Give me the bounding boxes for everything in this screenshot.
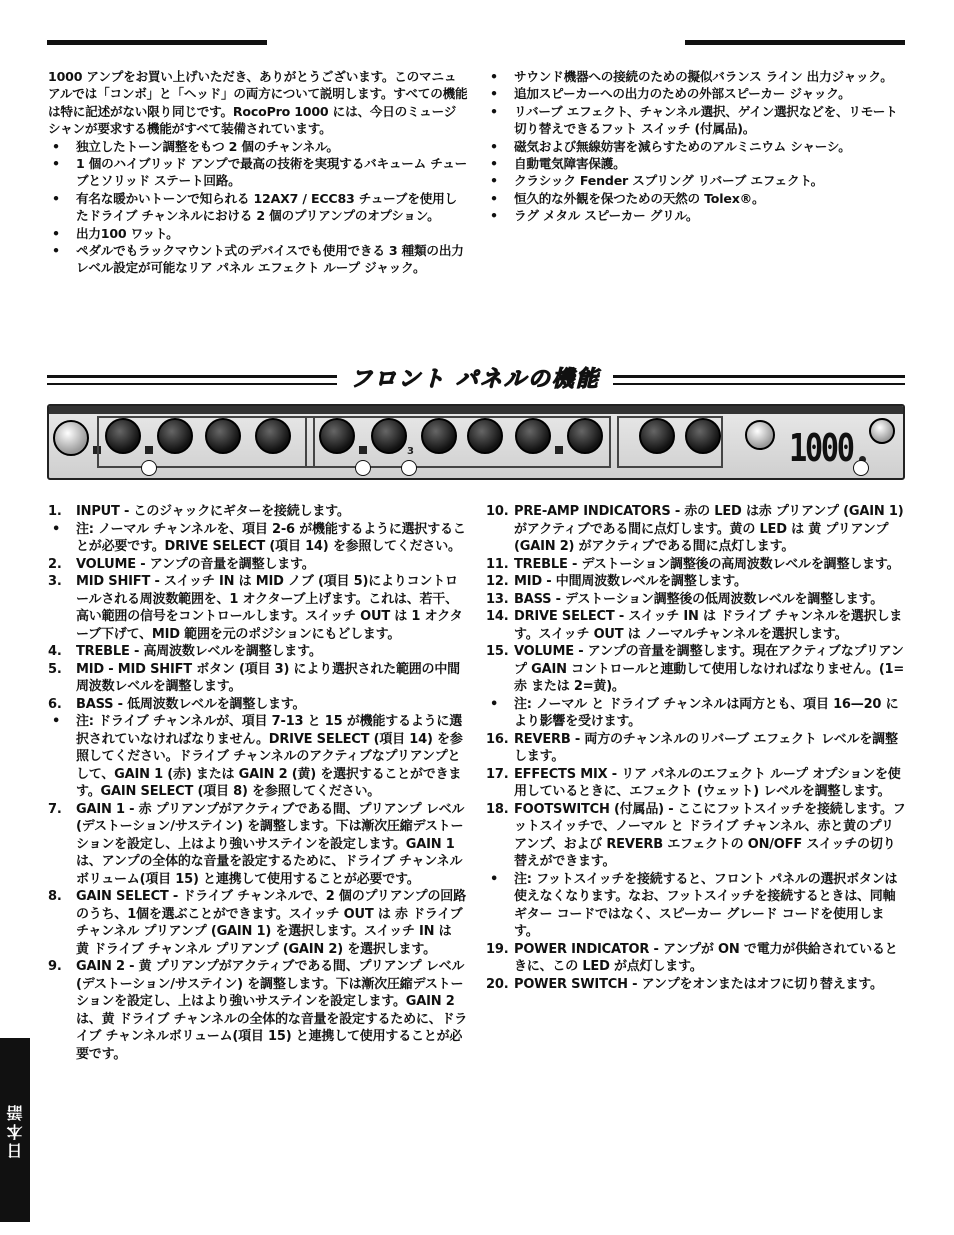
description-item xyxy=(486,591,906,609)
treble-knob-icon xyxy=(157,418,193,454)
description-item xyxy=(486,643,906,696)
feature-item: • 恒久的な外観を保つための天然の Tolex®。 xyxy=(486,190,906,207)
drive-treble-knob-icon xyxy=(421,418,457,454)
header-rule-left xyxy=(47,40,267,45)
description-list-right xyxy=(486,503,906,993)
feature-list-left xyxy=(48,138,468,277)
drive-mid-knob-icon xyxy=(467,418,503,454)
description-item xyxy=(486,573,906,591)
description-item xyxy=(48,696,468,714)
item-text: EFFECTS MIX - リア パネルのエフェクト ループ オプションを使用しているときに、エフェクト (ウェット) レベルを調整します。 xyxy=(514,766,901,799)
item-text: MID - MID SHIFT ボタン (項目 3) により選択された範囲の中間周波数レベルを調整します。 xyxy=(76,661,460,694)
item-number: 18. xyxy=(486,801,509,817)
items-right xyxy=(486,503,906,993)
feature-item: • 自動電気障害保護。 xyxy=(486,155,906,172)
item-number: 19. xyxy=(486,941,509,957)
description-item xyxy=(486,976,906,994)
description-item xyxy=(486,941,906,976)
item-number: 1. xyxy=(48,504,62,519)
note-item xyxy=(486,871,906,941)
panel-number-3: 3 xyxy=(407,446,414,457)
item-text: DRIVE SELECT - スイッチ IN は ドライブ チャンネルを選択します。スイッチ OUT は ノーマルチャンネルを選択します。 xyxy=(514,609,903,642)
item-number: 10. xyxy=(486,504,509,519)
description-item xyxy=(48,888,468,958)
item-number: 16. xyxy=(486,731,509,747)
note-item xyxy=(48,713,468,801)
description-item xyxy=(48,503,468,521)
item-text: INPUT - このジャックにギターを接続します。 xyxy=(76,504,350,519)
feature-item: • サウンド機器への接続のための擬似バランス ライン 出力ジャック。 xyxy=(486,68,906,85)
feature-item: • 磁気および無線妨害を減らすためのアルミニウム シャーシ。 xyxy=(486,138,906,155)
item-text: POWER SWITCH - アンプをオンまたはオフに切り替えます。 xyxy=(514,976,883,992)
reverb-knob-icon xyxy=(639,418,675,454)
callout-marker xyxy=(853,460,869,476)
item-text: FOOTSWITCH (付属品) - ここにフットスイッチを接続します。フットスイッチで、ノーマル と ドライブ チャンネル、赤と黄のプリアンプ、および REVERB エフェクトの ON/OFF スイッチの切り替えができます。 xyxy=(514,801,906,869)
item-number: 14. xyxy=(486,609,509,624)
item-number: 5. xyxy=(48,661,62,677)
item-text: REVERB - 両方のチャンネルのリバーブ エフェクト レベルを調整します。 xyxy=(514,731,898,764)
item-number: 8. xyxy=(48,889,62,904)
intro-column xyxy=(48,68,468,277)
item-text: 注: ノーマル チャンネルを、項目 2-6 が機能するように選択することが必要です。DRIVE SELECT (項目 14) を参照してください。 xyxy=(76,521,466,554)
title-rule-right xyxy=(613,375,905,385)
item-text: TREBLE - 高周波数レベルを調整します。 xyxy=(76,644,322,659)
description-item xyxy=(48,556,468,574)
gain1-knob-icon xyxy=(319,418,355,454)
description-item xyxy=(486,731,906,766)
intro-paragraph: 1000 アンプをお買い上げいただき、ありがとうございます。このマニュアルでは「コンボ」と「ヘッド」の両方について説明します。すべての機能は特に記述がない限り同じです。RocoPro 1000 には、今日のミュージシャンが要求する機能がすべて装備されています。 xyxy=(48,69,468,137)
intro-column-right xyxy=(486,68,906,225)
volume-knob-icon xyxy=(105,418,141,454)
item-text: 注: ノーマル と ドライブ チャンネルは両方とも、項目 16—20 により影響を受けます。 xyxy=(514,696,899,729)
item-number: 6. xyxy=(48,696,62,712)
item-number: 15. xyxy=(486,644,509,659)
drive-volume-knob-icon xyxy=(567,418,603,454)
note-item xyxy=(48,521,468,556)
description-item xyxy=(48,661,468,696)
callout-marker xyxy=(355,460,371,476)
item-number: 2. xyxy=(48,556,62,572)
input-jack-icon xyxy=(53,420,89,456)
item-number: 4. xyxy=(48,644,62,659)
item-text: VOLUME - アンプの音量を調整します。 xyxy=(76,556,315,572)
items-left xyxy=(48,503,468,1063)
power-switch-icon xyxy=(869,418,895,444)
section-header xyxy=(47,364,905,396)
description-item xyxy=(486,503,906,556)
item-text: 注: ドライブ チャンネルが、項目 7-13 と 15 が機能するように選択されていなければなりません。DRIVE SELECT (項目 14) を参照してください。ドライブ チャンネルのアクティブなプリアンプとして、GAIN 1 (赤) または GAIN 2 (黄) を選択することができます。GAIN SELECT (項目 8) を参照してください。 xyxy=(76,714,463,799)
gain-select-switch-icon xyxy=(359,446,367,454)
item-text: TREBLE - デストーション調整後の高周波数レベルを調整します。 xyxy=(514,556,900,572)
drive-select-switch-icon xyxy=(555,446,563,454)
item-text: MID SHIFT - スイッチ IN は MID ノブ (項目 5)によりコントロールされる周波数範囲を、1 オクターブ上げます。これは、若干、高い範囲の信号をコントロールします。スイッチ OUT は 1 オクターブ下げて、MID 範囲を元のポジションにもどします。 xyxy=(76,574,463,642)
mid-knob-icon xyxy=(205,418,241,454)
item-text: GAIN 2 - 黄 プリアンプがアクティブである間、プリアンプ レベル (デストーション/サステイン) を調整します。下は漸次圧縮デストーションを設定し、上はより強いサステインを設定します。GAIN 2 は、黄 ドライブ チャンネルの全体的な音量を設定するために、ドライブ チャンネルボリューム(項目 15) と連携して使用することが必要です。 xyxy=(76,959,468,1062)
feature-item: • ペダルでもラックマウント式のデバイスでも使用できる 3 種類の出力レベル設定が可能なリア パネル エフェクト ループ ジャック。 xyxy=(48,242,468,277)
gain2-knob-icon xyxy=(371,418,407,454)
item-number: 13. xyxy=(486,591,509,607)
item-number: 17. xyxy=(486,766,509,782)
language-side-tab xyxy=(0,1038,30,1222)
language-tab-label: 日本語 xyxy=(5,1101,25,1159)
effects-mix-knob-icon xyxy=(685,418,721,454)
item-number: • xyxy=(52,714,61,729)
panel-top-strip xyxy=(49,406,903,414)
description-item xyxy=(48,643,468,661)
panel-logo: 1000 xyxy=(789,426,853,470)
description-item xyxy=(486,801,906,871)
feature-item: • 有名な暖かいトーンで知られる 12AX7 / ECC83 チューブを使用したドライブ チャンネルにおける 2 個のプリアンプのオプション。 xyxy=(48,190,468,225)
item-number: • xyxy=(52,521,61,537)
item-text: VOLUME - アンプの音量を調整します。現在アクティブなプリアンプ GAIN コントロールと連動して使用しなければなりません。(1=赤 または 2=黄)。 xyxy=(514,644,905,694)
item-number: 20. xyxy=(486,976,509,992)
bass-knob-icon xyxy=(255,418,291,454)
item-text: PRE-AMP INDICATORS - 赤の LED は赤 プリアンプ (GAIN 1) がアクティブである間に点灯します。黄の LED は 黄 プリアンプ (GAIN 2) がアクティブである間に点灯します。 xyxy=(514,504,904,554)
item-text: POWER INDICATOR - アンプが ON で電力が供給されているときに、この LED が点灯します。 xyxy=(514,941,898,974)
section-title: フロント パネルの機能 xyxy=(350,367,600,392)
item-number: • xyxy=(490,696,499,712)
item-number: 9. xyxy=(48,959,62,974)
feature-list-right xyxy=(486,68,906,225)
item-text: BASS - 低周波数レベルを調整します。 xyxy=(76,696,306,712)
callout-marker xyxy=(401,460,417,476)
item-number: 7. xyxy=(48,801,62,817)
description-item xyxy=(48,801,468,889)
item-text: 注: フットスイッチを接続すると、フロント パネルの選択ボタンは使えなくなります。なお、フットスイッチを接続するときは、同軸ギター コードではなく、スピーカー グレード コードを使用します。 xyxy=(514,871,898,939)
item-text: GAIN SELECT - ドライブ チャンネルで、2 個のプリアンプの回路のうち、1個を選ぶことができます。スイッチ OUT は 赤 ドライブ チャンネル プリアンプ (GAIN 1) を選択します。スイッチ IN は 黄 ドライブ チャンネル プリアンプ (GAIN 2) を選択します。 xyxy=(76,889,466,957)
note-item xyxy=(486,696,906,731)
feature-item: • 1 個のハイブリッド アンプで最高の技術を実現するバキューム チューブとソリッド ステート回路。 xyxy=(48,155,468,190)
description-item xyxy=(486,766,906,801)
item-number: 12. xyxy=(486,574,509,589)
callout-marker xyxy=(141,460,157,476)
drive-bass-knob-icon xyxy=(515,418,551,454)
feature-item: • 追加スピーカーへの出力のための外部スピーカー ジャック。 xyxy=(486,85,906,102)
item-number: 11. xyxy=(486,556,509,572)
feature-item: • クラシック Fender スプリング リバーブ エフェクト。 xyxy=(486,172,906,189)
description-item xyxy=(486,608,906,643)
item-text: MID - 中間周波数レベルを調整します。 xyxy=(514,574,747,589)
feature-item: • 独立したトーン調整をもつ 2 個のチャンネル。 xyxy=(48,138,468,155)
title-rule-left xyxy=(47,375,337,385)
description-item xyxy=(48,958,468,1063)
description-item xyxy=(486,556,906,574)
item-number: 3. xyxy=(48,574,62,589)
feature-item: • ラグ メタル スピーカー グリル。 xyxy=(486,207,906,224)
item-text: BASS - デストーション調整後の低周波数レベルを調整します。 xyxy=(514,591,884,607)
description-list-left xyxy=(48,503,468,1063)
footswitch-jack-icon xyxy=(745,420,775,450)
feature-item: • 出力100 ワット。 xyxy=(48,225,468,242)
item-text: GAIN 1 - 赤 プリアンプがアクティブである間、プリアンプ レベル (デストーション/サステイン) を調整します。下は漸次圧縮デストーションを設定し、上はより強いサステインを設定します。GAIN 1 は、アンプの全体的な音量を設定するために、ドライブ チャンネルボリューム(項目 15) と連携して使用することが必要です。 xyxy=(76,801,465,887)
item-number: • xyxy=(490,871,499,887)
switch-icon xyxy=(145,446,153,454)
header-rule-right xyxy=(685,40,905,45)
front-panel-illustration xyxy=(47,404,905,480)
description-item xyxy=(48,573,468,643)
feature-item: • リバーブ エフェクト、チャンネル選択、ゲイン選択などを、リモート切り替えできるフット スイッチ (付属品)。 xyxy=(486,103,906,138)
